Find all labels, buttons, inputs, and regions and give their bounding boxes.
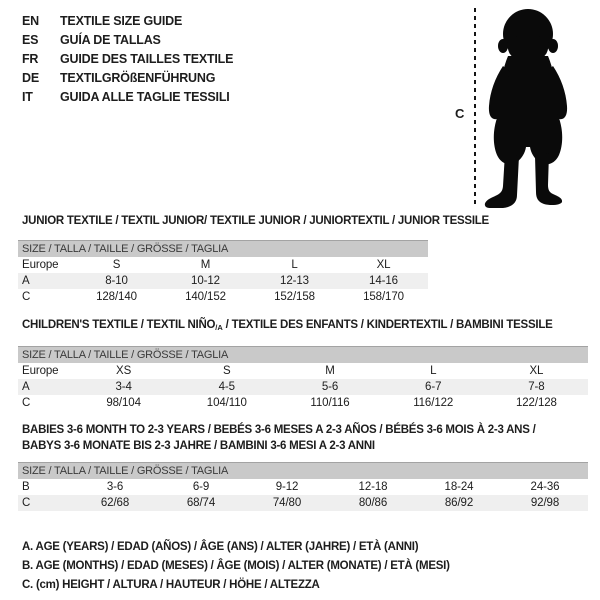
title-line-1: [22, 423, 536, 439]
size-header-bar: SIZE / TALLA / TAILLE / GRÖSSE / TAGLIA: [18, 346, 588, 363]
cell: 3-4: [115, 381, 132, 393]
children-size-table: [18, 346, 588, 411]
cell: 5-6: [321, 381, 339, 393]
cell: 128/140: [96, 291, 137, 303]
row-label: Europe: [22, 365, 59, 377]
language-row-en: [22, 12, 233, 31]
table-row-age-years: [18, 379, 588, 395]
cell: 158/170: [363, 291, 404, 303]
table-row-europe: [18, 363, 588, 379]
cell: M: [200, 259, 211, 271]
cell: 92/98: [530, 497, 560, 509]
table-row-height: [18, 395, 588, 411]
title-text: BABIES 3-6 MONTH TO 2-3 YEARS / BEBÉS 3-6 MESES A 2-3 AÑOS / BÉBÉS 3-6 MOIS À 2-3 ANS /: [22, 424, 536, 436]
cell: 80/86: [358, 497, 388, 509]
size-header-bar: SIZE / TALLA / TAILLE / GRÖSSE / TAGLIA: [18, 462, 588, 479]
title-text: JUNIOR TEXTILE / TEXTIL JUNIOR/ TEXTILE JUNIOR / JUNIORTEXTIL / JUNIOR TESSILE: [22, 215, 489, 227]
table-row-age-years: [18, 273, 428, 289]
table-row-age-months: [18, 479, 588, 495]
cell: L: [430, 365, 437, 377]
cell: 68/74: [186, 497, 216, 509]
cell: S: [112, 259, 121, 271]
height-measure-label: C: [455, 106, 465, 121]
babies-size-table: [18, 462, 588, 511]
language-row-fr: [22, 50, 233, 69]
legend-line-a: A. AGE (YEARS) / EDAD (AÑOS) / ÂGE (ANS) / ALTER (JAHRE) / ETÀ (ANNI): [22, 541, 419, 553]
height-measure-dashed-line: [474, 8, 476, 205]
cell: 12-18: [358, 481, 388, 493]
language-title-block: [22, 12, 233, 107]
language-code: IT: [22, 90, 33, 104]
measurement-legend: [22, 538, 450, 595]
language-code: ES: [22, 33, 39, 47]
cell: 6-9: [192, 481, 210, 493]
table-row-europe: [18, 257, 428, 273]
title-text: BABYS 3-6 MONATE BIS 2-3 JAHRE / BAMBINI 3-6 MESI A 2-3 ANNI: [22, 439, 375, 452]
cell: 3-6: [106, 481, 124, 493]
language-code: FR: [22, 52, 39, 66]
cell: M: [325, 365, 335, 377]
title-text: CHILDREN'S TEXTILE / TEXTIL NIÑO: [22, 319, 216, 331]
cell: 10-12: [191, 275, 220, 287]
toddler-silhouette-icon: [483, 8, 573, 208]
cell: 9-12: [275, 481, 299, 493]
size-header-bar: SIZE / TALLA / TAILLE / GRÖSSE / TAGLIA: [18, 240, 428, 257]
cell: 98/104: [106, 397, 141, 409]
legend-line-b: B. AGE (MONTHS) / EDAD (MESES) / ÂGE (MOIS) / ALTER (MONATE) / ETÀ (MESI): [22, 560, 450, 572]
junior-table-title: [22, 214, 489, 230]
language-row-de: [22, 69, 233, 88]
cell: 116/122: [413, 397, 454, 409]
title-line-2: [22, 439, 536, 455]
cell: 74/80: [272, 497, 302, 509]
title-text: / TEXTILE DES ENFANTS / KINDERTEXTIL / BAMBINI TESSILE: [222, 319, 553, 331]
legend-line-c: C. (cm) HEIGHT / ALTURA / HAUTEUR / HÖHE / ALTEZZA: [22, 579, 320, 591]
language-label: GUIDE DES TAILLES TEXTILE: [60, 52, 234, 66]
cell: 110/116: [310, 397, 350, 409]
language-label: GUIDA ALLE TAGLIE TESSILI: [60, 90, 230, 104]
language-code: DE: [22, 71, 39, 85]
cell: 7-8: [528, 381, 545, 393]
children-table-title: [22, 318, 553, 336]
cell: 104/110: [206, 397, 247, 409]
table-row-height: [18, 495, 588, 511]
row-label: A: [22, 381, 30, 393]
cell: XL: [376, 259, 391, 271]
row-label: C: [22, 397, 31, 409]
row-label: C: [22, 291, 31, 303]
row-label: Europe: [22, 259, 59, 271]
language-row-it: [22, 88, 233, 107]
cell: 140/152: [185, 291, 226, 303]
language-label: TEXTILGRÖßENFÜHRUNG: [60, 71, 216, 85]
cell: 62/68: [100, 497, 130, 509]
cell: 6-7: [425, 381, 442, 393]
cell: 122/128: [515, 397, 557, 409]
cell: 8-10: [105, 275, 128, 287]
language-code: EN: [22, 14, 39, 28]
cell: XS: [116, 365, 132, 377]
cell: 18-24: [444, 481, 474, 493]
title-subscript: /A: [215, 323, 223, 332]
language-row-es: [22, 31, 233, 50]
cell: 14-16: [369, 275, 398, 287]
cell: L: [291, 259, 298, 271]
row-label: A: [22, 275, 30, 287]
cell: S: [223, 365, 231, 377]
cell: 24-36: [530, 481, 560, 493]
table-row-height: [18, 289, 428, 305]
cell: 12-13: [280, 275, 309, 287]
row-label: C: [22, 497, 31, 509]
cell: 152/158: [274, 291, 315, 303]
row-label: B: [22, 481, 30, 493]
cell: 4-5: [218, 381, 235, 393]
language-label: GUÍA DE TALLAS: [60, 33, 161, 47]
babies-table-title: [22, 423, 536, 454]
language-label: TEXTILE SIZE GUIDE: [60, 14, 183, 28]
junior-size-table: [18, 240, 428, 305]
cell: 86/92: [444, 497, 474, 509]
cell: XL: [529, 365, 544, 377]
